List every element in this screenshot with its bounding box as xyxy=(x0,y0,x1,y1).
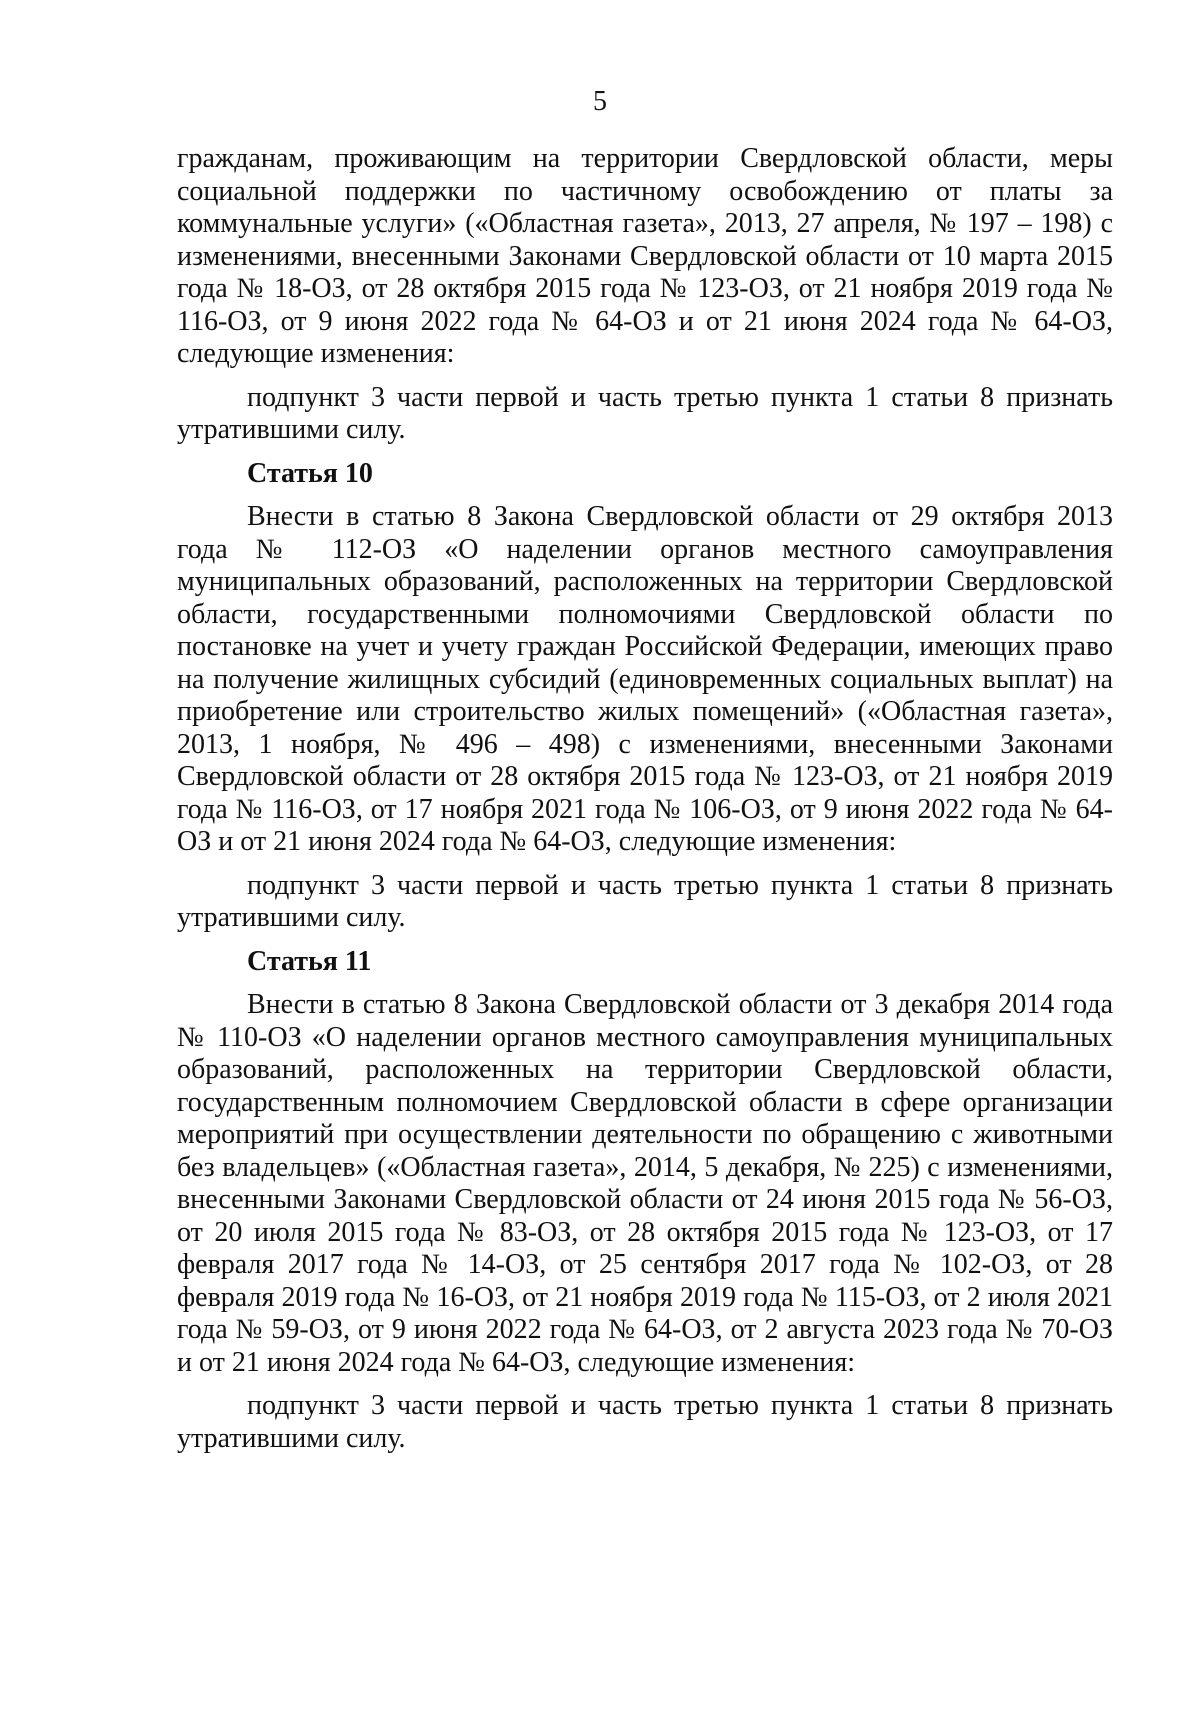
page-number: 5 xyxy=(593,86,607,117)
heading-article-10: Статья 10 xyxy=(247,457,373,489)
heading-article-11: Статья 11 xyxy=(247,945,372,977)
paragraph-article10-repeal: подпункт 3 части первой и часть третью пункта 1 статьи 8 признать утратившими силу. xyxy=(177,869,1113,933)
paragraph-article9-repeal: подпункт 3 части первой и часть третью пункта 1 статьи 8 признать утратившими силу. xyxy=(177,381,1113,445)
paragraph-article11-amend: Внести в статью 8 Закона Свердловской области от 3 декабря 2014 года № 110-ОЗ «О наделении органов местного самоуправления муниципальных образований, расположенных на территории Свердловской области, государственным полномочием Свердловской области в сфере организации мероприятий при осуществлении деятельности по обращению с животными без владельцев» («Областная газета», 2014, 5 декабря, № 225) с изменениями, внесенными Законами Свердловской области от 24 июня 2015 года № 56-ОЗ, от 20 июля 2015 года № 83-ОЗ, от 28 октября 2015 года № 123-ОЗ, от 17 февраля 2017 года № 14-ОЗ, от 25 сентября 2017 года № 102-ОЗ, от 28 февраля 2019 года № 16-ОЗ, от 21 ноября 2019 года № 115-ОЗ, от 2 июля 2021 года № 59-ОЗ, от 9 июня 2022 года № 64-ОЗ, от 2 августа 2023 года № 70-ОЗ и от 21 июня 2024 года № 64-ОЗ, следующие изменения: xyxy=(177,989,1113,1378)
paragraph-article11-repeal: подпункт 3 части первой и часть третью пункта 1 статьи 8 признать утратившими силу. xyxy=(177,1390,1113,1454)
document-body xyxy=(177,143,1113,1455)
paragraph-article10-amend: Внести в статью 8 Закона Свердловской области от 29 октября 2013 года № 112-ОЗ «О наделении органов местного самоуправления муниципальных образований, расположенных на территории Свердловской области, государственными полномочиями Свердловской области по постановке на учет и учету граждан Российской Федерации, имеющих право на получение жилищных субсидий (единовременных социальных выплат) на приобретение или строительство жилых помещений» («Областная газета», 2013, 1 ноября, № 496 – 498) с изменениями, внесенными Законами Свердловской области от 28 октября 2015 года № 123-ОЗ, от 21 ноября 2019 года № 116-ОЗ, от 17 ноября 2021 года № 106-ОЗ, от 9 июня 2022 года № 64-ОЗ и от 21 июня 2024 года № 64-ОЗ, следующие изменения: xyxy=(177,501,1113,857)
paragraph-intro-continuation: гражданам, проживающим на территории Свердловской области, меры социальной поддержки по частичному освобождению от платы за коммунальные услуги» («Областная газета», 2013, 27 апреля, № 197 – 198) с изменениями, внесенными Законами Свердловской области от 10 марта 2015 года № 18-ОЗ, от 28 октября 2015 года № 123-ОЗ, от 21 ноября 2019 года № 116-ОЗ, от 9 июня 2022 года № 64-ОЗ и от 21 июня 2024 года № 64-ОЗ, следующие изменения: xyxy=(177,143,1113,369)
